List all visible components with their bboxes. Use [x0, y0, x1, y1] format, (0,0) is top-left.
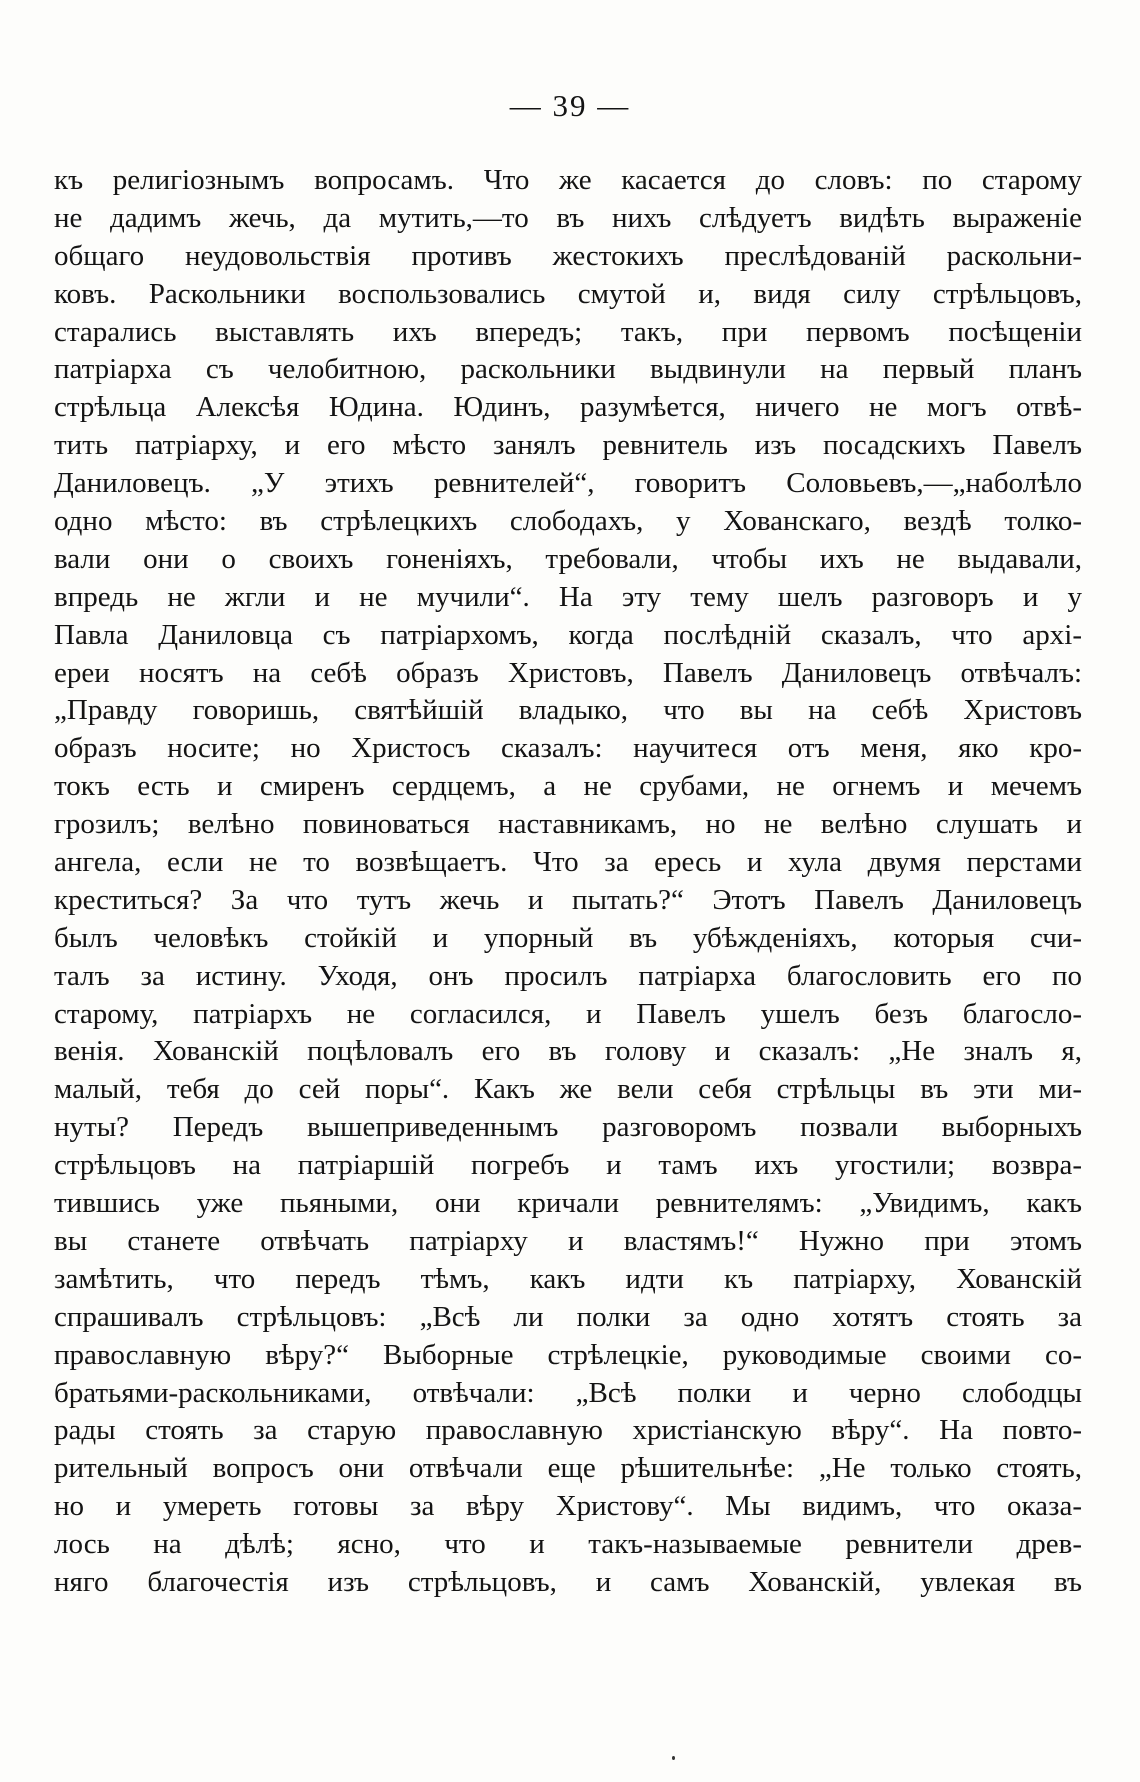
text-line: ангела, если не то возвѣщаетъ. Что за ересь и хула двумя перстами: [54, 846, 1082, 879]
text-line: братьями-раскольниками, отвѣчали: „Всѣ полки и черно слободцы: [54, 1376, 1082, 1409]
text-line: Даниловецъ. „У этихъ ревнителей“, говоритъ Соловьевъ,—„наболѣло: [54, 467, 1082, 500]
body-text: [54, 162, 1082, 1602]
text-line: замѣтить, что передъ тѣмъ, какъ идти къ патріарху, Хованскій: [54, 1262, 1082, 1295]
text-line: стрѣльца Алексѣя Юдина. Юдинъ, разумѣется, ничего не могъ отвѣ-: [54, 391, 1082, 424]
text-line: венія. Хованскій поцѣловалъ его въ голову и сказалъ: „Не зналъ я,: [54, 1035, 1082, 1068]
text-line: малый, тебя до сей поры“. Какъ же вели себя стрѣльцы въ эти ми-: [54, 1073, 1082, 1106]
text-line: патріарха съ челобитною, раскольники выдвинули на первый планъ: [54, 353, 1082, 386]
text-line: нуты? Передъ вышеприведеннымъ разговоромъ позвали выборныхъ: [54, 1111, 1082, 1144]
text-line: впредь не жгли и не мучили“. На эту тему шелъ разговоръ и у: [54, 580, 1082, 613]
text-line: тить патріарху, и его мѣсто занялъ ревнитель изъ посадскихъ Павелъ: [54, 429, 1082, 462]
text-line: токъ есть и смиренъ сердцемъ, а не срубами, не огнемъ и мечемъ: [54, 770, 1082, 803]
text-line: лось на дѣлѣ; ясно, что и такъ-называемые ревнители древ-: [54, 1528, 1082, 1561]
text-line: но и умереть готовы за вѣру Христову“. Мы видимъ, что оказа-: [54, 1490, 1082, 1523]
page-number: — 39 —: [509, 88, 631, 123]
text-line: старому, патріархъ не согласился, и Павелъ ушелъ безъ благосло-: [54, 997, 1082, 1030]
text-line: рады стоять за старую православную христіанскую вѣру“. На повто-: [54, 1414, 1082, 1447]
text-line: талъ за истину. Уходя, онъ просилъ патріарха благословить его по: [54, 959, 1082, 992]
text-line: няго благочестія изъ стрѣльцовъ, и самъ Хованскій, увлекая въ: [54, 1565, 1082, 1598]
scan-speck: [672, 1756, 675, 1760]
text-line: тившись уже пьяными, они кричали ревнителямъ: „Увидимъ, какъ: [54, 1187, 1082, 1220]
text-line: былъ человѣкъ стойкій и упорный въ убѣжденіяхъ, которыя счи-: [54, 921, 1082, 954]
text-line: креститься? За что тутъ жечь и пытать?“ Этотъ Павелъ Даниловецъ: [54, 883, 1082, 916]
text-line: ереи носятъ на себѣ образъ Христовъ, Павелъ Даниловецъ отвѣчалъ:: [54, 656, 1082, 689]
text-line: ковъ. Раскольники воспользовались смутой и, видя силу стрѣльцовъ,: [54, 277, 1082, 310]
text-line: стрѣльцовъ на патріаршій погребъ и тамъ ихъ угостили; возвра-: [54, 1149, 1082, 1182]
text-line: одно мѣсто: въ стрѣлецкихъ слободахъ, у Хованскаго, вездѣ толко-: [54, 505, 1082, 538]
text-line: не дадимъ жечь, да мутить,—то въ нихъ слѣдуетъ видѣть выраженіе: [54, 201, 1082, 234]
text-line: образъ носите; но Христосъ сказалъ: научитеся отъ меня, яко кро-: [54, 732, 1082, 765]
text-line: вы станете отвѣчать патріарху и властямъ!“ Нужно при этомъ: [54, 1224, 1082, 1257]
text-line: рительный вопросъ они отвѣчали еще рѣшительнѣе: „Не только стоять,: [54, 1452, 1082, 1485]
text-line: старались выставлять ихъ впередъ; такъ, при первомъ посѣщеніи: [54, 315, 1082, 348]
text-line: вали они о своихъ гоненіяхъ, требовали, чтобы ихъ не выдавали,: [54, 542, 1082, 575]
text-line: спрашивалъ стрѣльцовъ: „Всѣ ли полки за одно хотятъ стоять за: [54, 1300, 1082, 1333]
text-line: Павла Даниловца съ патріархомъ, когда послѣдній сказалъ, что архі-: [54, 618, 1082, 651]
text-line: къ религіознымъ вопросамъ. Что же касается до словъ: по старому: [54, 164, 1082, 196]
text-line: общаго неудовольствія противъ жестокихъ преслѣдованій раскольни-: [54, 239, 1082, 272]
text-line: „Правду говоришь, святѣйшій владыко, что вы на себѣ Христовъ: [54, 694, 1082, 727]
text-line: грозилъ; велѣно повиноваться наставникамъ, но не велѣно слушать и: [54, 808, 1082, 841]
text-line: православную вѣру?“ Выборные стрѣлецкіе, руководимые своими со-: [54, 1338, 1082, 1371]
